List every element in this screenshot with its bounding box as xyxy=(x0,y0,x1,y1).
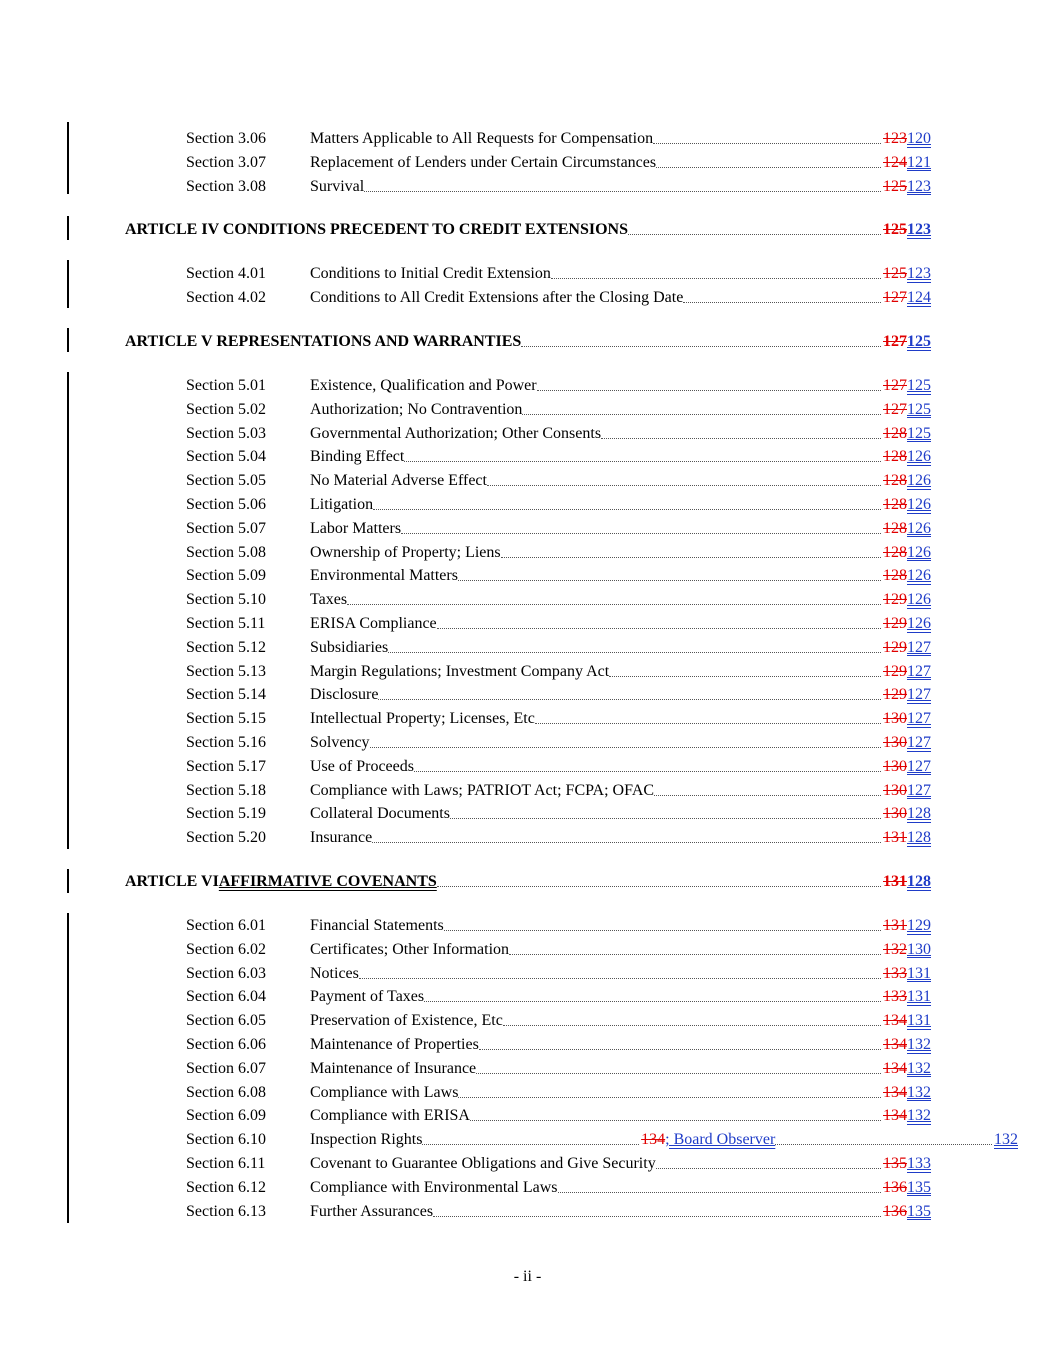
section-title: Replacement of Lenders under Certain Circumstances xyxy=(310,153,657,171)
deleted-page-number: 127 xyxy=(883,333,907,350)
change-bar xyxy=(67,913,69,1223)
section-number: Section 3.08 xyxy=(186,177,266,195)
toc-entry[interactable] xyxy=(186,682,931,704)
deleted-page-number: 131 xyxy=(883,873,907,890)
toc-entry[interactable] xyxy=(186,730,931,752)
section-title: Disclosure xyxy=(310,686,379,704)
inserted-page-number[interactable]: 126 xyxy=(907,519,931,537)
toc-entry[interactable] xyxy=(186,778,931,800)
section-title: Covenant to Guarantee Obligations and Give Security xyxy=(310,1155,656,1172)
toc-article[interactable] xyxy=(125,329,931,351)
section-number: Section 6.06 xyxy=(186,1036,266,1053)
deleted-page-number: 128 xyxy=(883,448,907,466)
inserted-page-number[interactable]: 125 xyxy=(907,333,931,350)
section-title: Authorization; No Contravention xyxy=(310,400,523,418)
inserted-page-number[interactable]: 125 xyxy=(907,377,931,394)
deleted-page-number: 125 xyxy=(883,221,907,239)
inserted-page-number[interactable]: 127 xyxy=(907,781,931,799)
deleted-page-number: 132 xyxy=(883,940,907,958)
inserted-page-number[interactable]: 129 xyxy=(907,917,931,934)
inserted-page-number[interactable]: 131 xyxy=(907,988,931,1006)
dot-leader xyxy=(522,414,881,415)
section-title: Maintenance of Properties xyxy=(310,1036,479,1053)
section-title: Conditions to All Credit Extensions after the Closing Date xyxy=(310,289,684,307)
toc-entry[interactable] xyxy=(186,1080,931,1102)
section-number: Section 6.10 xyxy=(186,1131,266,1149)
inserted-page-number[interactable]: 127 xyxy=(907,662,931,680)
deleted-page-number: 130 xyxy=(883,734,907,751)
inserted-page-number[interactable]: 135 xyxy=(907,1178,931,1196)
inserted-page-number[interactable]: 131 xyxy=(907,964,931,982)
inserted-page-number[interactable]: 126 xyxy=(907,496,931,513)
toc-entry[interactable] xyxy=(186,913,931,935)
section-title: Conditions to Initial Credit Extension xyxy=(310,265,551,283)
inserted-page-number[interactable]: 132 xyxy=(907,1107,931,1125)
toc-entry[interactable] xyxy=(186,984,931,1006)
dot-leader xyxy=(458,580,881,581)
inserted-title-text[interactable]: ; Board Observer xyxy=(665,1131,776,1149)
inserted-page-number[interactable]: 131 xyxy=(907,1012,931,1030)
inserted-page-number[interactable]: 123 xyxy=(907,177,931,195)
change-bar xyxy=(67,372,69,849)
section-number: Section 6.02 xyxy=(186,940,266,958)
toc-entry[interactable] xyxy=(186,261,931,283)
section-number: Section 5.12 xyxy=(186,638,266,656)
dot-leader xyxy=(370,747,881,748)
dot-leader xyxy=(347,604,881,605)
inserted-page-number[interactable]: 135 xyxy=(907,1202,931,1220)
section-title: Ownership of Property; Liens xyxy=(310,543,501,561)
toc-entry[interactable] xyxy=(186,754,931,776)
section-number: Section 5.18 xyxy=(186,781,266,799)
section-title: Labor Matters xyxy=(310,519,402,537)
toc-entry[interactable] xyxy=(186,285,931,307)
deleted-page-number: 133 xyxy=(883,988,907,1006)
change-bar xyxy=(67,328,69,352)
section-title: Governmental Authorization; Other Consents xyxy=(310,424,602,442)
section-title: Subsidiaries xyxy=(310,638,389,656)
inserted-page-number[interactable]: 126 xyxy=(907,543,931,561)
toc-entry[interactable] xyxy=(186,706,931,728)
inserted-page-number[interactable]: 127 xyxy=(907,686,931,704)
inserted-page-number[interactable]: 127 xyxy=(907,757,931,775)
deleted-page-number: 130 xyxy=(883,805,907,823)
inserted-page-number[interactable]: 126 xyxy=(907,472,931,490)
section-title: Insurance xyxy=(310,829,373,847)
toc-entry[interactable] xyxy=(186,1175,931,1197)
deleted-page-number: 128 xyxy=(883,496,907,513)
section-title: Payment of Taxes xyxy=(310,988,425,1006)
section-title: Intellectual Property; Licenses, Etc xyxy=(310,710,535,728)
dot-leader xyxy=(476,1073,881,1074)
section-title: Matters Applicable to All Requests for Compensation xyxy=(310,130,654,147)
section-title: Solvency xyxy=(310,734,370,751)
deleted-page-number: 127 xyxy=(883,400,907,418)
deleted-page-number: 134 xyxy=(883,1107,907,1125)
dot-leader xyxy=(609,676,881,677)
dot-leader xyxy=(535,723,881,724)
dot-leader xyxy=(373,509,881,510)
toc-article[interactable] xyxy=(125,217,931,239)
section-number: Section 3.06 xyxy=(186,130,266,147)
deleted-page-number: 125 xyxy=(883,177,907,195)
section-number: Section 6.11 xyxy=(186,1155,266,1172)
inserted-page-number[interactable]: 126 xyxy=(907,615,931,632)
section-number: Section 6.13 xyxy=(186,1202,266,1220)
inserted-page-number[interactable]: 124 xyxy=(907,289,931,307)
section-number: Section 6.08 xyxy=(186,1083,266,1101)
section-number: Section 6.04 xyxy=(186,988,266,1006)
section-number: Section 5.19 xyxy=(186,805,266,823)
inserted-page-number[interactable]: 132 xyxy=(907,1036,931,1053)
deleted-page-number: 123 xyxy=(883,130,907,147)
deleted-page-number: 135 xyxy=(883,1155,907,1172)
dot-leader xyxy=(450,818,881,819)
inserted-page-number[interactable]: 128 xyxy=(907,805,931,823)
deleted-page-number: 131 xyxy=(883,829,907,847)
section-number: Section 5.14 xyxy=(186,686,266,704)
dot-leader xyxy=(479,1049,881,1050)
section-number: Section 6.07 xyxy=(186,1059,266,1077)
inserted-page-number[interactable]: 132 xyxy=(994,1131,1018,1149)
inserted-page-number[interactable]: 132 xyxy=(907,1059,931,1077)
toc-entry[interactable] xyxy=(186,961,931,983)
deleted-page-number: 130 xyxy=(883,781,907,799)
inserted-page-number[interactable]: 127 xyxy=(907,734,931,751)
dot-leader xyxy=(656,167,881,168)
section-title: Financial Statements xyxy=(310,917,444,934)
toc-article[interactable] xyxy=(125,869,931,891)
toc-entry[interactable] xyxy=(186,587,931,609)
inserted-page-number[interactable]: 128 xyxy=(907,873,931,890)
inserted-page-number[interactable]: 126 xyxy=(907,448,931,466)
inserted-page-number[interactable]: 120 xyxy=(907,130,931,147)
section-number: Section 5.20 xyxy=(186,829,266,847)
section-title: Maintenance of Insurance xyxy=(310,1059,477,1077)
dot-leader xyxy=(422,1144,639,1145)
toc-entry[interactable] xyxy=(186,492,931,514)
toc-entry[interactable] xyxy=(186,1032,931,1054)
dot-leader xyxy=(378,699,881,700)
dot-leader xyxy=(437,628,881,629)
dot-leader xyxy=(470,1120,881,1121)
dot-leader xyxy=(458,1097,881,1098)
dot-leader xyxy=(653,143,881,144)
section-title: Margin Regulations; Investment Company Act xyxy=(310,662,610,680)
deleted-page-number: 130 xyxy=(883,710,907,728)
section-title: Compliance with ERISA xyxy=(310,1107,470,1125)
inserted-page-number[interactable]: 127 xyxy=(907,710,931,728)
section-number: Section 5.15 xyxy=(186,710,266,728)
inserted-page-number[interactable]: 125 xyxy=(907,424,931,442)
toc-entry[interactable] xyxy=(186,801,931,823)
toc-entry[interactable] xyxy=(186,635,931,657)
dot-leader xyxy=(521,346,881,347)
inserted-page-number[interactable]: 130 xyxy=(907,940,931,958)
toc-entry[interactable] xyxy=(186,397,931,419)
toc-entry[interactable] xyxy=(186,174,931,196)
section-number: Section 5.11 xyxy=(186,615,266,632)
section-title: Compliance with Laws xyxy=(310,1083,459,1101)
section-title: Compliance with Environmental Laws xyxy=(310,1178,558,1196)
inserted-page-number[interactable]: 125 xyxy=(907,400,931,418)
deleted-page-number: 128 xyxy=(883,567,907,585)
dot-leader xyxy=(414,771,881,772)
dot-leader xyxy=(503,1025,881,1026)
dot-leader xyxy=(388,652,881,653)
dot-leader xyxy=(683,302,881,303)
dot-leader xyxy=(628,234,881,235)
deleted-page-number: 134 xyxy=(883,1059,907,1077)
change-bar xyxy=(67,122,69,194)
inserted-page-number[interactable]: 126 xyxy=(907,567,931,585)
change-bar xyxy=(67,869,69,893)
section-title: Survival xyxy=(310,177,365,195)
section-number: Section 6.12 xyxy=(186,1178,266,1196)
deleted-page-number: 128 xyxy=(883,472,907,490)
toc-entry[interactable] xyxy=(186,825,931,847)
deleted-page-number: 128 xyxy=(883,519,907,537)
section-number: Section 5.06 xyxy=(186,496,266,513)
toc-entry[interactable] xyxy=(186,516,931,538)
toc-entry[interactable] xyxy=(186,126,931,148)
deleted-page-number: 129 xyxy=(883,686,907,704)
dot-leader xyxy=(654,795,881,796)
section-title: Certificates; Other Information xyxy=(310,940,510,958)
dot-leader xyxy=(558,1192,882,1193)
section-number: Section 5.07 xyxy=(186,519,266,537)
section-number: Section 5.13 xyxy=(186,662,266,680)
dot-leader xyxy=(372,842,881,843)
section-number: Section 6.05 xyxy=(186,1012,266,1030)
section-title: ERISA Compliance xyxy=(310,615,437,632)
dot-leader xyxy=(364,191,881,192)
section-number: Section 6.03 xyxy=(186,964,266,982)
section-title: Notices xyxy=(310,964,359,982)
change-bar xyxy=(67,216,69,240)
dot-leader xyxy=(444,930,881,931)
toc-entry[interactable] xyxy=(186,1056,931,1078)
deleted-page-number: 129 xyxy=(883,662,907,680)
deleted-page-number: 129 xyxy=(883,615,907,632)
section-number: Section 6.01 xyxy=(186,917,266,934)
toc-entry[interactable] xyxy=(186,468,931,490)
section-title: Further Assurances xyxy=(310,1202,434,1220)
dot-leader xyxy=(437,886,881,887)
dot-leader xyxy=(501,557,881,558)
deleted-page-number: 124 xyxy=(883,153,907,171)
section-title: Collateral Documents xyxy=(310,805,450,823)
section-number: Section 5.02 xyxy=(186,400,266,418)
article-heading-inserted: AFFIRMATIVE COVENANTS xyxy=(218,873,437,890)
section-number: Section 4.01 xyxy=(186,265,266,283)
section-number: Section 5.08 xyxy=(186,543,266,561)
section-title: Binding Effect xyxy=(310,448,405,466)
section-number: Section 5.10 xyxy=(186,591,266,609)
section-number: Section 4.02 xyxy=(186,289,266,307)
section-number: Section 5.04 xyxy=(186,448,266,466)
toc-entry[interactable] xyxy=(186,659,931,681)
deleted-page-number: 134 xyxy=(883,1012,907,1030)
article-heading: ARTICLE VI xyxy=(125,873,219,890)
deleted-page-number: 134 xyxy=(641,1131,666,1149)
section-number: Section 5.03 xyxy=(186,424,266,442)
toc-entry[interactable] xyxy=(186,373,931,395)
section-number: Section 5.09 xyxy=(186,567,266,585)
section-number: Section 3.07 xyxy=(186,153,266,171)
deleted-page-number: 128 xyxy=(883,543,907,561)
deleted-page-number: 129 xyxy=(883,591,907,609)
article-heading: ARTICLE IV CONDITIONS PRECEDENT TO CREDIT EXTENSIONS xyxy=(125,221,628,239)
toc-entry[interactable] xyxy=(186,1199,931,1221)
inserted-page-number[interactable]: 128 xyxy=(907,829,931,847)
inserted-page-number[interactable]: 132 xyxy=(907,1083,931,1101)
deleted-page-number: 133 xyxy=(883,964,907,982)
dot-leader xyxy=(424,1001,881,1002)
dot-leader xyxy=(404,461,881,462)
section-number: Section 5.01 xyxy=(186,377,266,394)
toc-entry[interactable] xyxy=(186,421,931,443)
section-title: Use of Proceeds xyxy=(310,757,414,775)
dot-leader xyxy=(775,1144,992,1145)
page-number: - ii - xyxy=(513,1268,542,1285)
deleted-page-number: 129 xyxy=(883,638,907,656)
deleted-page-number: 128 xyxy=(883,424,907,442)
change-bar xyxy=(67,260,69,308)
deleted-page-number: 127 xyxy=(883,289,907,307)
section-title: Existence, Qualification and Power xyxy=(310,377,537,394)
deleted-page-number: 134 xyxy=(883,1083,907,1101)
dot-leader xyxy=(656,1168,881,1169)
toc-entry[interactable] xyxy=(186,563,931,585)
inserted-page-number[interactable]: 133 xyxy=(907,1155,931,1172)
inserted-page-number[interactable]: 126 xyxy=(907,591,931,609)
section-number: Section 6.09 xyxy=(186,1107,266,1125)
inserted-page-number[interactable]: 121 xyxy=(907,153,931,171)
deleted-page-number: 134 xyxy=(883,1036,907,1053)
dot-leader xyxy=(509,954,881,955)
section-title: Litigation xyxy=(310,496,374,513)
toc-entry[interactable] xyxy=(186,1008,931,1030)
dot-leader xyxy=(551,278,881,279)
section-title: Compliance with Laws; PATRIOT Act; FCPA; OFAC xyxy=(310,781,655,799)
dot-leader xyxy=(487,485,881,486)
deleted-page-number: 136 xyxy=(883,1178,907,1196)
section-number: Section 5.05 xyxy=(186,472,266,490)
deleted-page-number: 136 xyxy=(883,1202,907,1220)
section-title: Environmental Matters xyxy=(310,567,458,585)
toc-entry[interactable] xyxy=(186,1127,1018,1149)
toc-entry[interactable] xyxy=(186,150,931,172)
dot-leader xyxy=(601,438,881,439)
dot-leader xyxy=(359,978,881,979)
inserted-page-number[interactable]: 123 xyxy=(907,265,931,283)
deleted-page-number: 125 xyxy=(883,265,907,283)
toc-entry[interactable] xyxy=(186,1103,931,1125)
section-title: Preservation of Existence, Etc xyxy=(310,1012,503,1030)
dot-leader xyxy=(537,390,881,391)
section-title: No Material Adverse Effect xyxy=(310,472,487,490)
toc-entry[interactable] xyxy=(186,937,931,959)
section-number: Section 5.16 xyxy=(186,734,266,751)
dot-leader xyxy=(401,533,881,534)
toc-entry[interactable] xyxy=(186,611,931,633)
section-title: Taxes xyxy=(310,591,348,609)
deleted-page-number: 131 xyxy=(883,917,907,934)
toc-entry[interactable] xyxy=(186,444,931,466)
inserted-page-number[interactable]: 123 xyxy=(907,221,931,239)
deleted-page-number: 127 xyxy=(883,377,907,394)
section-title: Inspection Rights xyxy=(310,1131,423,1149)
section-number: Section 5.17 xyxy=(186,757,266,775)
toc-entry[interactable] xyxy=(186,540,931,562)
inserted-page-number[interactable]: 127 xyxy=(907,638,931,656)
dot-leader xyxy=(433,1216,881,1217)
article-heading: ARTICLE V REPRESENTATIONS AND WARRANTIES xyxy=(125,333,522,350)
deleted-page-number: 130 xyxy=(883,757,907,775)
toc-entry[interactable] xyxy=(186,1151,931,1173)
